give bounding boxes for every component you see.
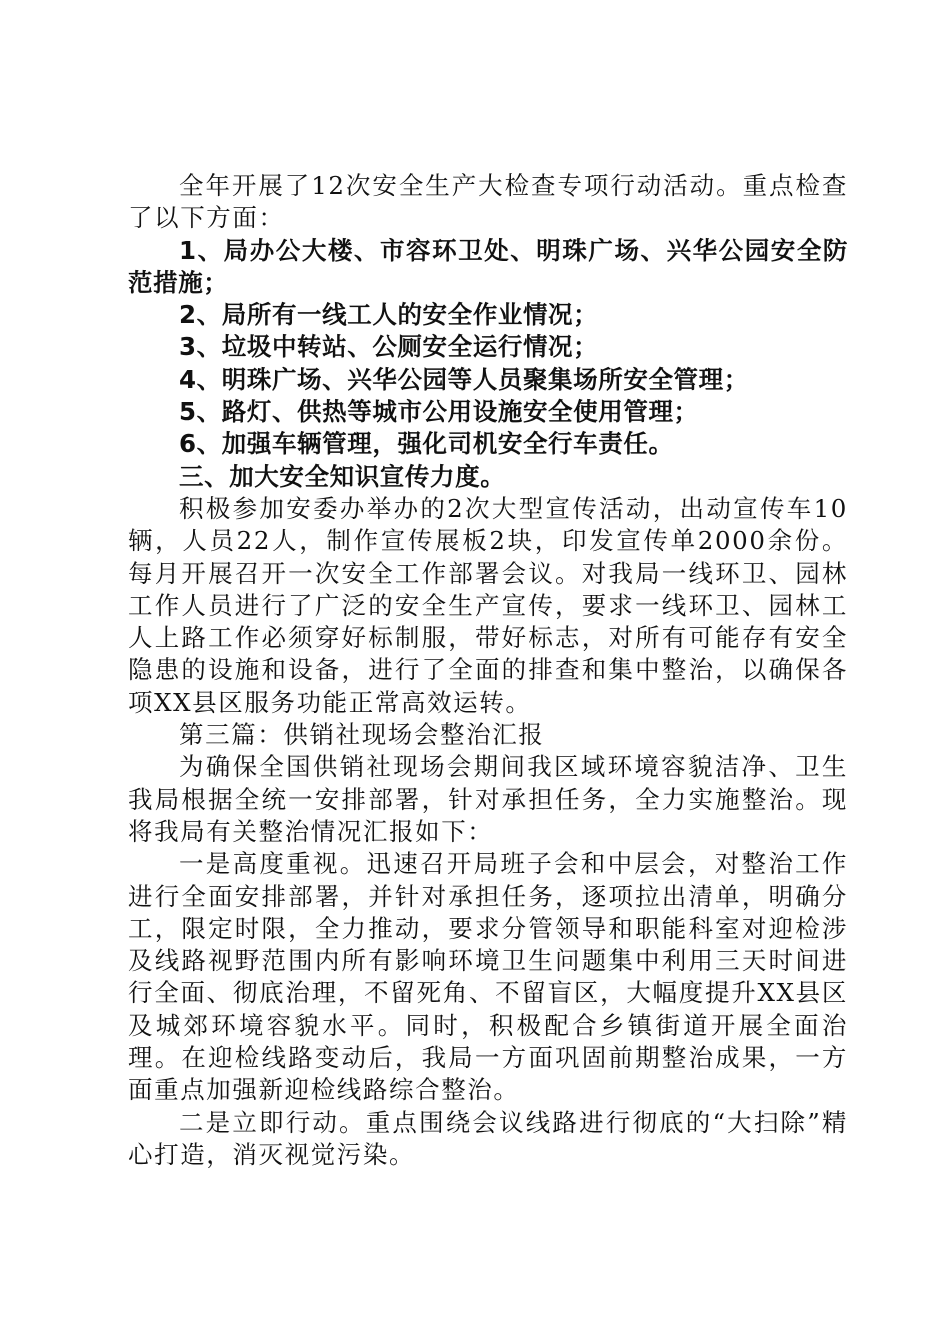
paragraph-inspection-intro: 全年开展了12次安全生产大检查专项行动活动。重点检查了以下方面： — [128, 171, 848, 233]
document-body — [128, 170, 848, 1171]
part-three-title: 第三篇：供销社现场会整治汇报 — [179, 720, 545, 750]
section-heading-3: 三、加大安全知识宣传力度。 — [179, 461, 506, 491]
list-item-5: 5、路灯、供热等城市公用设施安全使用管理； — [179, 397, 699, 427]
list-item-1: 1、局办公大楼、市容环卫处、明珠广场、兴华公园安全防范措施； — [128, 235, 848, 297]
list-item-4: 4、明珠广场、兴华公园等人员聚集场所安全管理； — [179, 364, 749, 394]
list-item-3: 3、垃圾中转站、公厕安全运行情况； — [179, 332, 599, 362]
paragraph-report-intro: 为确保全国供销社现场会期间我区域环境容貌洁净、卫生我局根据全统一安排部署，针对承担任务，全力实施整治。现将我局有关整治情况汇报如下： — [128, 752, 848, 846]
paragraph-publicity: 积极参加安委办举办的2次大型宣传活动，出动宣传车10辆，人员22人，制作宣传展板2块，印发宣传单2000余份。每月开展召开一次安全工作部署会议。对我局一线环卫、园林工作人员进行了广泛的安全生产宣传，要求一线环卫、园林工人上路工作必须穿好标制服，带好标志，对所有可能存有安全隐患的设施和设备，进行了全面的排查和集中整治，以确保各项XX县区服务功能正常高效运转。 — [128, 493, 848, 717]
paragraph-point-two: 二是立即行动。重点围绕会议线路进行彻底的“大扫除”精心打造，消灭视觉污染。 — [128, 1107, 848, 1169]
list-item-6: 6、加强车辆管理，强化司机安全行车责任。 — [179, 429, 674, 459]
paragraph-point-one: 一是高度重视。迅速召开局班子会和中层会，对整治工作进行全面安排部署，并针对承担任务，逐项拉出清单，明确分工，限定时限，全力推动，要求分管领导和职能科室对迎检涉及线路视野范围内所有影响环境卫生问题集中利用三天时间进行全面、彻底治理，不留死角、不留盲区，大幅度提升XX县区及城郊环境容貌水平。同时，积极配合乡镇街道开展全面治理。在迎检线路变动后，我局一方面巩固前期整治成果，一方面重点加强新迎检线路综合整治。 — [128, 849, 848, 1105]
list-item-2: 2、局所有一线工人的安全作业情况； — [179, 300, 599, 330]
